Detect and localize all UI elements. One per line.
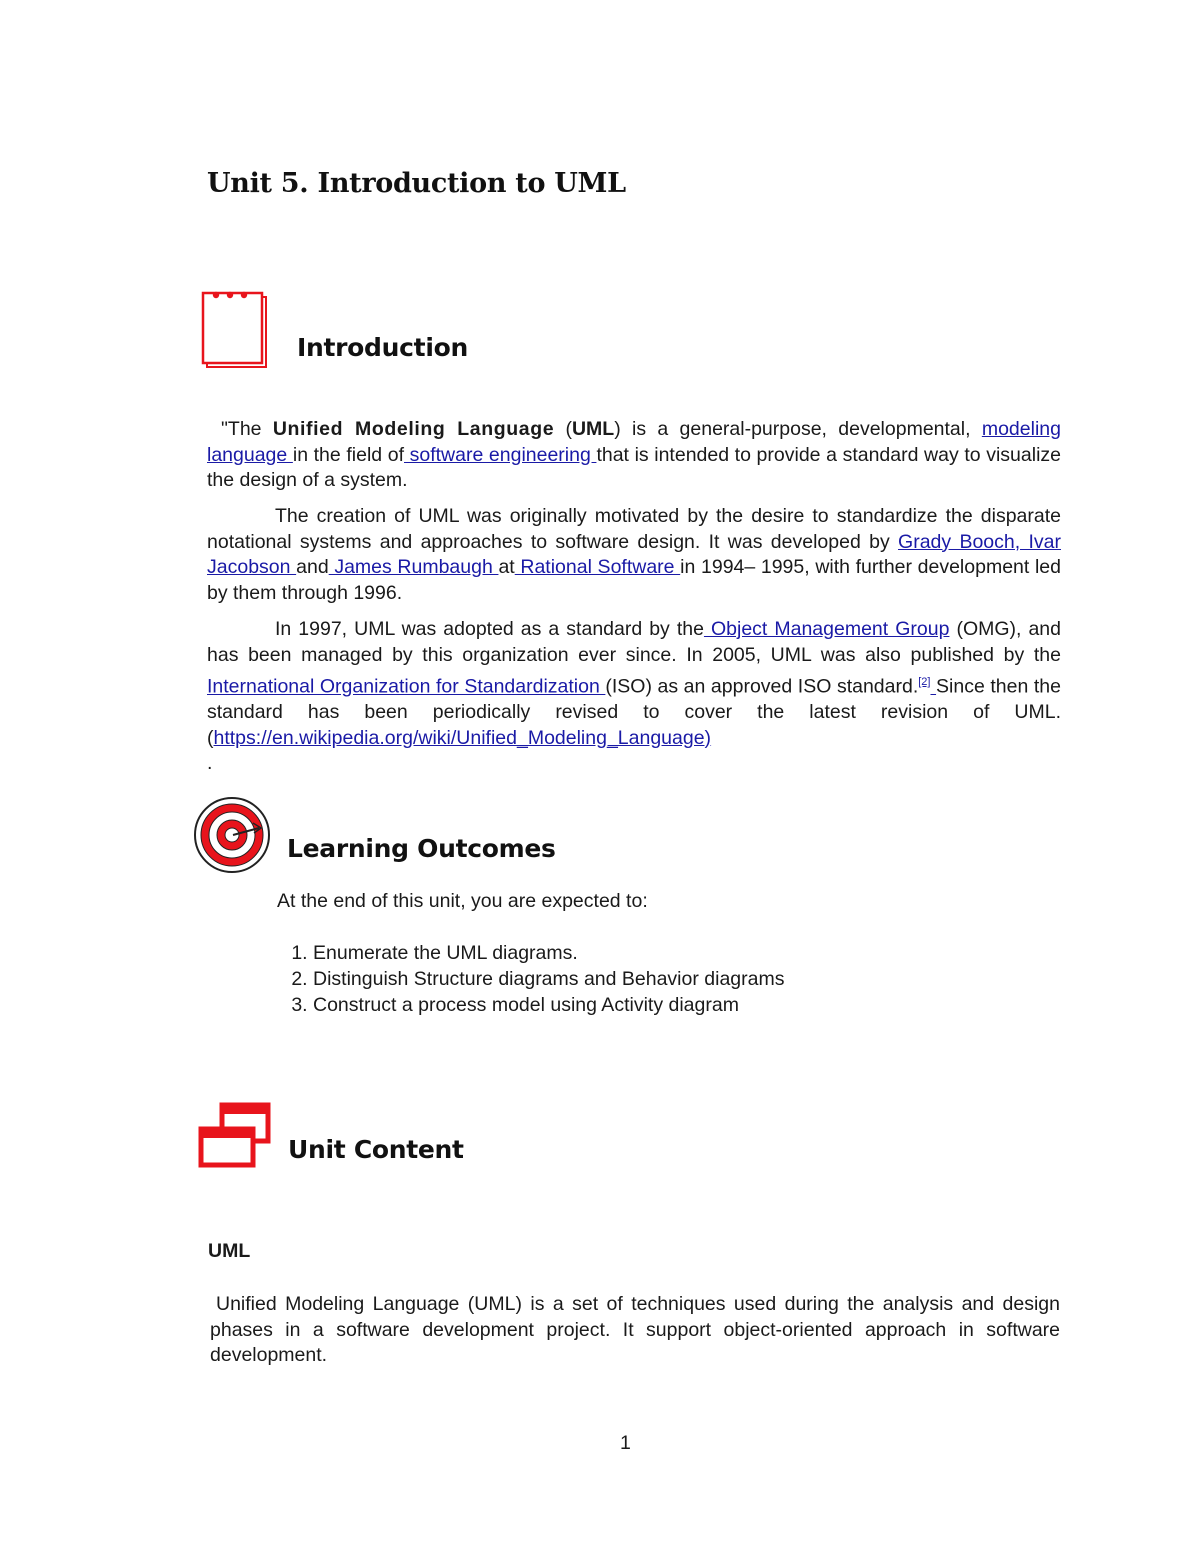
software-engineering-link[interactable]: software engineering (404, 443, 597, 466)
list-item: 1. Enumerate the UML diagrams. (313, 940, 784, 966)
intro-paragraph-1: "The Unified Modeling Language (UML) is a general-purpose, developmental, modeling language in the field of software engineering that is intended to provide a standard way to visualize the design of a system. (207, 418, 1061, 491)
windows-icon (198, 1102, 274, 1170)
uml-paragraph: Unified Modeling Language (UML) is a set of techniques used during the analysis and design phases in a software development project. It support object-oriented approach in software development. (210, 1293, 1060, 1366)
target-icon (193, 795, 273, 875)
rumbaugh-link[interactable]: James Rumbaugh (328, 556, 499, 578)
introduction-heading: Introduction (297, 333, 468, 362)
intro-paragraph-2: The creation of UML was originally motivated by the desire to standardize the disparate notational systems and approaches to software design. It was developed by Grady Booch, Ivar Jacobson and James Rumbaugh at Rational Software in 1994– 1995, with further development led by them through 1996. (207, 505, 1061, 604)
omg-link[interactable]: Object Management Group (703, 618, 950, 640)
outcomes-block (277, 888, 784, 1018)
page-title: Unit 5. Introduction to UML (207, 168, 626, 199)
list-item: 2. Distinguish Structure diagrams and Behavior diagrams (313, 966, 784, 992)
intro-paragraph-3: In 1997, UML was adopted as a standard by the Object Management Group (OMG), and has been managed by this organization ever since. In 2005, UML was also published by the International Organization for Standardization (ISO) as an approved ISO standard.[2] Since then the standard has been periodically revised to cover the latest revision of UML. (https://en.wikipedia.org/wiki/Unified_Modeling_Language) . (207, 618, 1061, 774)
rational-software-link[interactable]: Rational Software (514, 556, 681, 578)
page-number: 1 (620, 1432, 631, 1454)
modeling-language-link[interactable]: modeling language (207, 418, 1061, 466)
outcomes-lead: At the end of this unit, you are expected to: (277, 890, 648, 912)
citation-link[interactable]: [2] (918, 676, 931, 688)
unit-content-heading: Unit Content (288, 1135, 464, 1164)
trailing-dot: . (207, 752, 213, 774)
iso-link[interactable]: International Organization for Standardization (207, 675, 606, 698)
uml-subheading: UML (208, 1240, 251, 1262)
wikipedia-link[interactable]: https://en.wikipedia.org/wiki/Unified_Modeling_Language) (213, 726, 712, 749)
learning-outcomes-heading: Learning Outcomes (287, 834, 556, 863)
list-item: 3. Construct a process model using Activity diagram (313, 992, 784, 1018)
notepad-icon (200, 288, 272, 372)
outcomes-list (277, 940, 784, 1018)
booch-jacobson-link[interactable]: Grady Booch, Ivar Jacobson (207, 530, 1061, 578)
